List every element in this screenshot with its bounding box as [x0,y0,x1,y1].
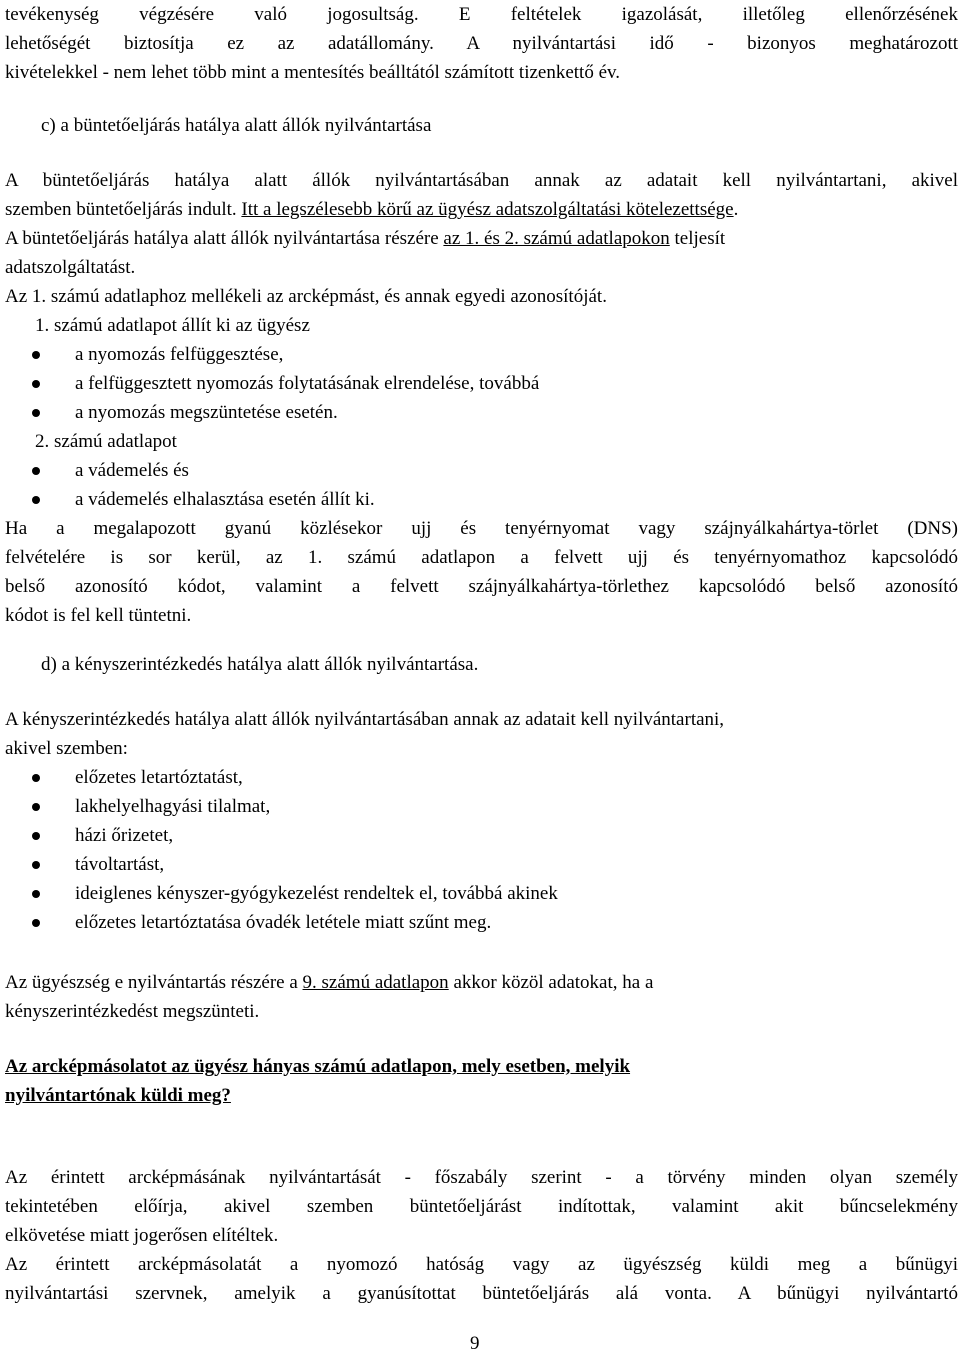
bullet-icon [32,832,40,840]
section-c-p6-line3: belső azonosító kódot, valamint a felvett szájnyálkahártya-törlethez kapcsolódó belső azonosító [5,576,958,597]
answer-p2-line2: nyilvántartási szervnek, amelyik a gyanúsítottat büntetőeljárás alá vonta. A bűnügyi nyilvántartó [5,1283,958,1304]
page-number: 9 [470,1333,480,1354]
answer-p1-line3: elkövetése miatt jogerősen elítéltek. [5,1225,279,1246]
bullet-item [5,821,958,850]
bullet-icon [32,496,40,504]
section-c-heading: c) a büntetőeljárás hatálya alatt állók nyilvántartása [41,115,432,136]
bullet-icon [32,774,40,782]
bullet-text: előzetes letartóztatást, [75,767,243,788]
bullet-item [5,763,958,792]
section-c-p1-line2 [5,195,958,224]
question-block [5,1052,958,1110]
intro-line-3: kivételekkel - nem lehet több mint a mentesítés beálltától számított tizenkettő év. [5,62,621,83]
section-c-body [5,166,958,630]
section-c-p2-line1 [5,224,958,253]
section-d-p2-underlined: 9. számú adatlapon [302,972,449,993]
bullet-item [5,398,958,427]
answer-p2-line1: Az érintett arcképmásolatát a nyomozó hatóság vagy az ügyészség küldi meg a bűnügyi [5,1254,958,1275]
bullet-text: a vádemelés és [75,460,189,481]
section-d-p2-line1 [5,968,958,997]
bullet-text: a vádemelés elhalasztása esetén állít ki. [75,489,375,510]
section-d-p1-line2: akivel szemben: [5,738,128,759]
bullet-item [5,879,958,908]
intro-line-2: lehetőségét biztosítja ez az adatállomány. A nyilvántartási idő - bizonyos meghatározott [5,33,958,54]
section-c-p4: 1. számú adatlapot állít ki az ügyész [35,315,310,336]
bullet-item [5,456,958,485]
section-c-p6-line2: felvételére is sor kerül, az 1. számú adatlapon a felvett ujj és tenyérnyomathoz kapcsolódó [5,547,958,568]
bullet-icon [32,890,40,898]
bullet-icon [32,380,40,388]
section-d-p2-line2: kényszerintézkedést megszünteti. [5,1001,260,1022]
section-d-body [5,705,958,937]
answer-p1-line1: Az érintett arcképmásának nyilvántartását - főszabály szerint - a törvény minden olyan személy [5,1167,958,1188]
bullet-item [5,369,958,398]
bullet-text: ideiglenes kényszer-gyógykezelést rendeltek el, továbbá akinek [75,883,558,904]
bullet-item [5,850,958,879]
section-d-p2 [5,968,958,1026]
answer-block [5,1163,958,1308]
section-d-heading: d) a kényszerintézkedés hatálya alatt állók nyilvántartása. [41,654,479,675]
bullet-text: előzetes letartóztatása óvadék letétele miatt szűnt meg. [75,912,492,933]
bullet-text: távoltartást, [75,854,165,875]
section-c-p5: 2. számú adatlapot [35,431,177,452]
section-d-p2-tail: akkor közöl adatokat, ha a [448,972,654,993]
bullet-text: a felfüggesztett nyomozás folytatásának elrendelése, továbbá [75,373,540,394]
intro-paragraph [5,0,958,87]
bullet-icon [32,919,40,927]
section-c-p1-line2-text: szemben büntetőeljárás indult. [5,199,242,220]
intro-line-1: tevékenység végzésére való jogosultság. E feltételek igazolását, illetőleg ellenőrzésének [5,4,958,25]
question-line-2: nyilvántartónak küldi meg? [5,1085,231,1106]
section-c-period: . [733,199,739,220]
section-c-p2-line2: adatszolgáltatást. [5,257,136,278]
section-c-p3: Az 1. számú adatlaphoz mellékeli az arcképmást, és annak egyedi azonosítóját. [5,286,607,307]
bullet-text: a nyomozás felfüggesztése, [75,344,284,365]
bullet-text: lakhelyelhagyási tilalmat, [75,796,271,817]
bullet-text: házi őrizetet, [75,825,174,846]
bullet-icon [32,861,40,869]
answer-p1-line2: tekintetében előírja, akivel szemben büntetőeljárást indítottak, valamint akit bűncselekmény [5,1196,958,1217]
bullet-icon [32,351,40,359]
bullet-item [5,340,958,369]
section-c-p6-line4: kódot is fel kell tüntetni. [5,605,192,626]
section-d-p2-text: Az ügyészség e nyilvántartás részére a [5,972,303,993]
section-c-p2-text: A büntetőeljárás hatálya alatt állók nyilvántartása részére [5,228,444,249]
bullet-item [5,485,958,514]
bullet-icon [32,409,40,417]
section-c-underlined-sentence: Itt a legszélesebb körű az ügyész adatszolgáltatási kötelezettsége [241,199,734,220]
question-line-1: Az arcképmásolatot az ügyész hányas számú adatlapon, mely esetben, melyik [5,1056,631,1077]
section-d-p1-line1: A kényszerintézkedés hatálya alatt állók nyilvántartásában annak az adatait kell nyilvántartani, [5,709,725,730]
bullet-icon [32,467,40,475]
bullet-item [5,792,958,821]
bullet-item [5,908,958,937]
section-c-p2-tail: teljesít [669,228,726,249]
section-c-p2-underlined: az 1. és 2. számú adatlapokon [443,228,670,249]
bullet-text: a nyomozás megszüntetése esetén. [75,402,338,423]
section-c-p1-line1: A büntetőeljárás hatálya alatt állók nyilvántartásában annak az adatait kell nyilvántartani, akivel [5,170,958,191]
bullet-icon [32,803,40,811]
section-c-p6-line1: Ha a megalapozott gyanú közlésekor ujj és tenyérnyomat vagy szájnyálkahártya-törlet (DNS) [5,518,958,539]
